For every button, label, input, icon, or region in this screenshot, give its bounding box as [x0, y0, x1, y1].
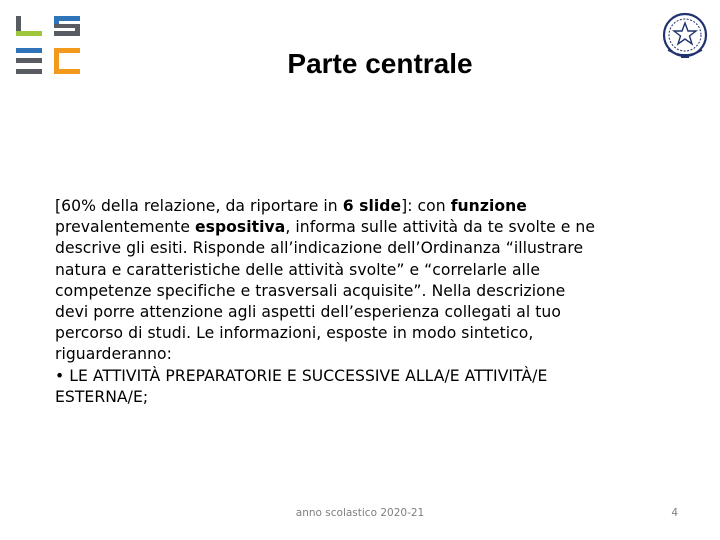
logo-l-foot — [16, 31, 42, 36]
text-segment: [60% della relazione, da riportare in — [55, 197, 343, 215]
slide-title: Parte centrale — [287, 48, 473, 79]
italian-republic-emblem-icon — [662, 10, 708, 62]
body-line-1 — [55, 196, 695, 217]
body-line-6: devi porre attenzione agli aspetti dell’esperienza collegati al tuo — [55, 303, 561, 322]
body-line-4: natura e caratteristiche delle attività svolte” e “correlarle alle — [55, 260, 540, 279]
body-line-3: descrive gli esiti. Risponde all’indicazione dell’Ordinanza “illustrare — [55, 239, 584, 258]
logo-e-bottom — [16, 69, 42, 74]
text-segment: prevalentemente — [55, 218, 195, 237]
logo-e-mid — [16, 58, 42, 63]
bullet-line-continued: ESTERNA/E; — [55, 387, 149, 406]
text-segment: ]: con — [401, 197, 451, 215]
body-line-2 — [55, 217, 695, 238]
slide-body-text — [55, 196, 695, 408]
bold-text: espositiva — [195, 218, 286, 237]
text-segment: , informa sulle attività da te svolte e ne — [285, 218, 595, 237]
logo-c-bottom — [54, 69, 80, 74]
bullet-line: • LE ATTIVITÀ PREPARATORIE E SUCCESSIVE ALLA/E ATTIVITÀ/E — [55, 366, 548, 385]
bold-text: funzione — [450, 197, 527, 215]
lsec-logo — [16, 14, 82, 78]
logo-s-bottom — [54, 31, 80, 36]
bold-text: 6 slide — [342, 197, 402, 215]
footer-school-year: anno scolastico 2020-21 — [295, 507, 425, 519]
page-number: 4 — [671, 507, 678, 519]
logo-e-top — [16, 48, 42, 53]
body-line-7: percorso di studi. Le informazioni, esposte in modo sintetico, — [55, 324, 534, 343]
body-line-5: competenze specifiche e trasversali acquisite”. Nella descrizione — [55, 281, 566, 300]
body-line-8: riguarderanno: — [55, 345, 172, 364]
